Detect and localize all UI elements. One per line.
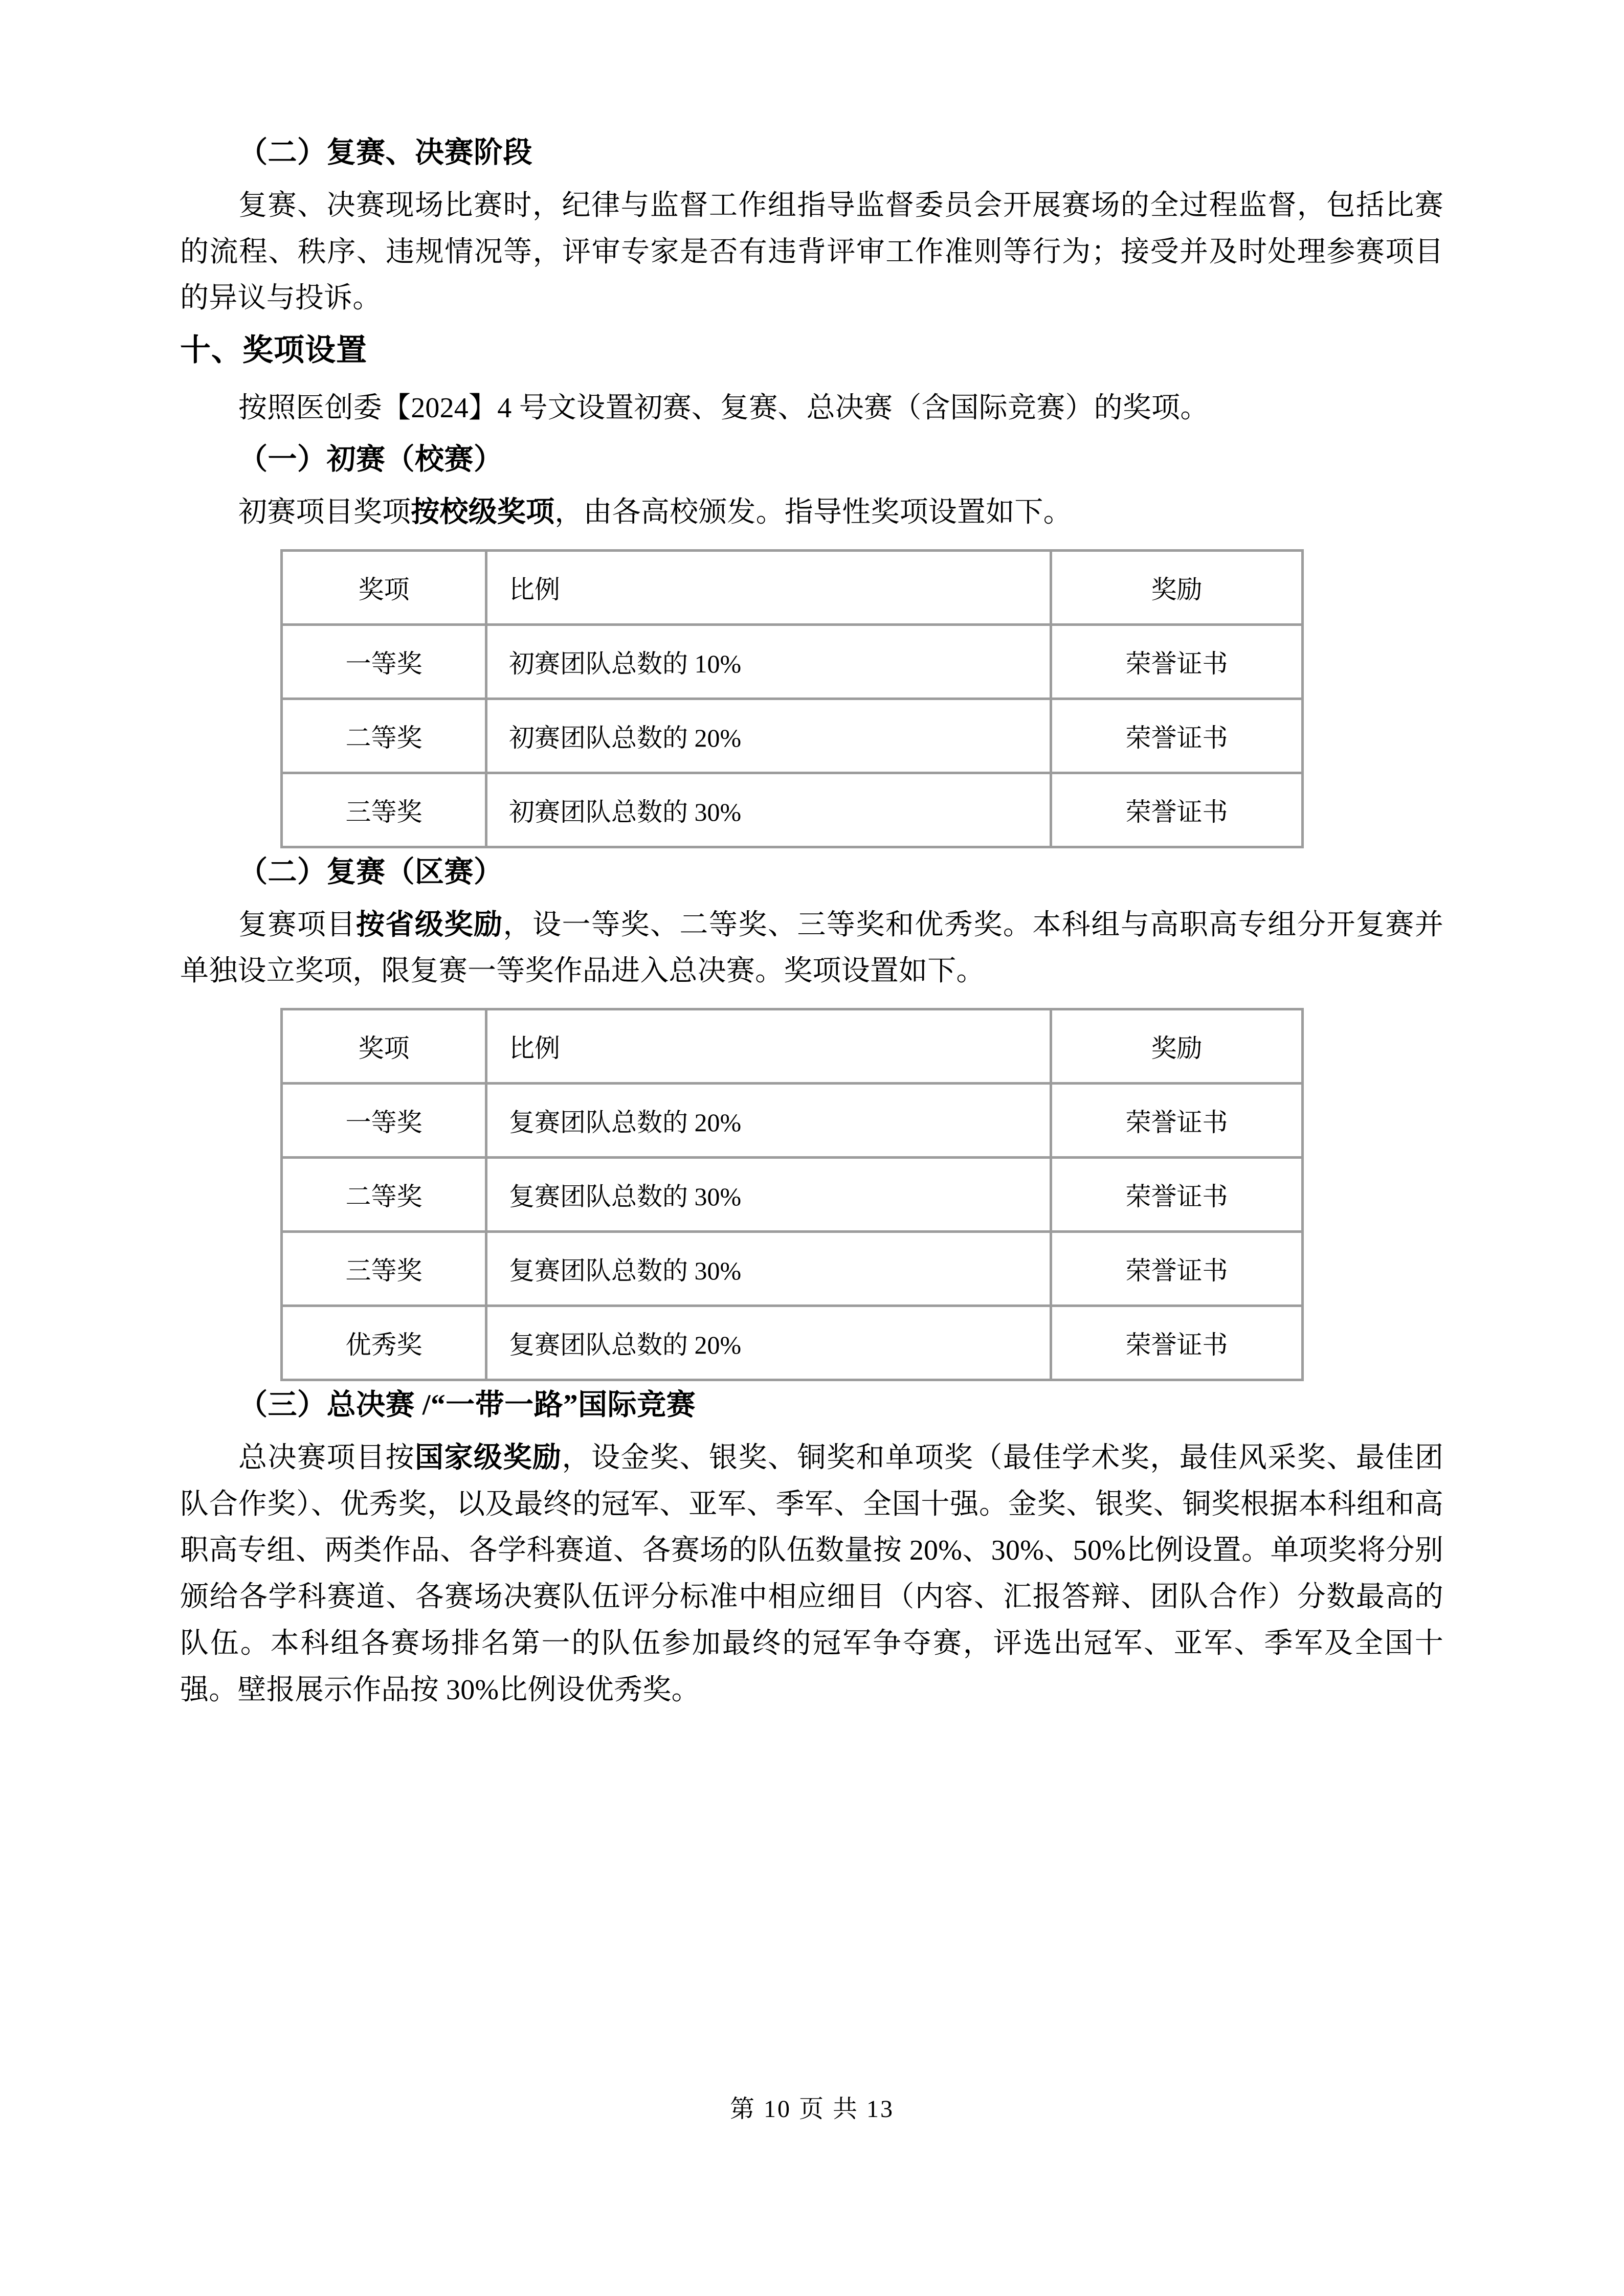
paragraph-sub-one-prefix: 初赛项目奖项 (238, 496, 411, 528)
cell-award: 三等奖 (282, 1232, 486, 1306)
cell-ratio: 复赛团队总数的 30% (486, 1158, 1051, 1232)
paragraph-sub-three-bold: 国家级奖励 (414, 1442, 562, 1474)
column-header-award: 奖项 (282, 550, 486, 624)
award-table-two-wrap (280, 1008, 1301, 1381)
cell-prize: 荣誉证书 (1051, 1084, 1303, 1158)
cell-prize: 荣誉证书 (1051, 624, 1303, 699)
cell-prize: 荣誉证书 (1051, 699, 1303, 773)
paragraph-sub-three-prefix: 总决赛项目按 (238, 1442, 415, 1474)
table-row (282, 1232, 1303, 1306)
award-table-one (280, 549, 1304, 848)
cell-prize: 荣誉证书 (1051, 1232, 1303, 1306)
award-table-two (280, 1008, 1304, 1381)
page-footer: 第 10 页 共 13 (729, 2096, 894, 2123)
paragraph-sub-one (180, 489, 1443, 536)
cell-ratio: 复赛团队总数的 20% (486, 1084, 1051, 1158)
table-header-row (282, 1009, 1303, 1084)
table-row (282, 1084, 1303, 1158)
award-table-one-wrap (280, 549, 1301, 848)
table-header-row (282, 550, 1303, 624)
page-content (180, 138, 1443, 1726)
cell-ratio: 初赛团队总数的 20% (486, 699, 1051, 773)
cell-ratio: 初赛团队总数的 10% (486, 624, 1051, 699)
heading-sub-one: （一）初赛（校赛） (238, 443, 503, 476)
column-header-ratio: 比例 (486, 550, 1051, 624)
paragraph-sub-two (180, 902, 1443, 995)
paragraph-section-ten-intro: 按照医创委【2024】4 号文设置初赛、复赛、总决赛（含国际竞赛）的奖项。 (238, 392, 1209, 424)
table-row (282, 773, 1303, 847)
paragraph-sub-one-bold: 按校级奖项 (411, 496, 555, 528)
heading-sub-three: （三）总决赛 /“一带一路”国际竞赛 (238, 1389, 696, 1422)
cell-award: 三等奖 (282, 773, 486, 847)
paragraph-sub-two-suffix: ，设一等奖、二等奖、三等奖和优秀奖。本科组与高职高专组分开复赛并单独设立奖项，限复赛一等奖作品进入总决赛。奖项设置如下。 (180, 909, 1443, 987)
cell-award: 一等奖 (282, 624, 486, 699)
cell-ratio: 初赛团队总数的 30% (486, 773, 1051, 847)
cell-prize: 荣誉证书 (1051, 1306, 1303, 1380)
cell-award: 优秀奖 (282, 1306, 486, 1380)
table-row (282, 1306, 1303, 1380)
cell-award: 二等奖 (282, 1158, 486, 1232)
cell-prize: 荣誉证书 (1051, 773, 1303, 847)
heading-section-ten: 十、奖项设置 (180, 333, 367, 368)
heading-section-b: （二）复赛、决赛阶段 (238, 137, 532, 169)
paragraph-sub-one-suffix: ，由各高校颁发。指导性奖项设置如下。 (554, 496, 1072, 528)
paragraph-sub-three-suffix: ，设金奖、银奖、铜奖和单项奖（最佳学术奖，最佳风采奖、最佳团队合作奖）、优秀奖，以及最终的冠军、亚军、季军、全国十强。金奖、银奖、铜奖根据本科组和高职高专组、两类作品、各学科赛道、各赛场的队伍数量按 20%、30%、50%比例设置。单项奖将分别颁给各学科赛道、各赛场决赛队伍评分标准中相应细目（内容、汇报答辩、团队合作）分数最高的队伍。本科组各赛场排名第一的队伍参加最终的冠军争夺赛，评选出冠军、亚军、季军及全国十强。壁报展示作品按 30%比例设优秀奖。 (180, 1442, 1444, 1706)
cell-ratio: 复赛团队总数的 20% (486, 1306, 1051, 1380)
paragraph-sub-three (180, 1435, 1443, 1713)
column-header-award: 奖项 (282, 1009, 486, 1084)
cell-ratio: 复赛团队总数的 30% (486, 1232, 1051, 1306)
table-row (282, 624, 1303, 699)
heading-sub-two: （二）复赛（区赛） (238, 856, 503, 888)
cell-prize: 荣誉证书 (1051, 1158, 1303, 1232)
cell-award: 二等奖 (282, 699, 486, 773)
paragraph-section-b: 复赛、决赛现场比赛时，纪律与监督工作组指导监督委员会开展赛场的全过程监督，包括比赛的流程、秩序、违规情况等，评审专家是否有违背评审工作准则等行为；接受并及时处理参赛项目的异议与投诉。 (180, 190, 1443, 314)
table-row (282, 699, 1303, 773)
column-header-ratio: 比例 (486, 1009, 1051, 1084)
column-header-prize: 奖励 (1051, 1009, 1303, 1084)
paragraph-sub-two-bold: 按省级奖励 (355, 909, 503, 941)
cell-award: 一等奖 (282, 1084, 486, 1158)
paragraph-sub-two-prefix: 复赛项目 (238, 909, 356, 941)
table-row (282, 1158, 1303, 1232)
column-header-prize: 奖励 (1051, 550, 1303, 624)
